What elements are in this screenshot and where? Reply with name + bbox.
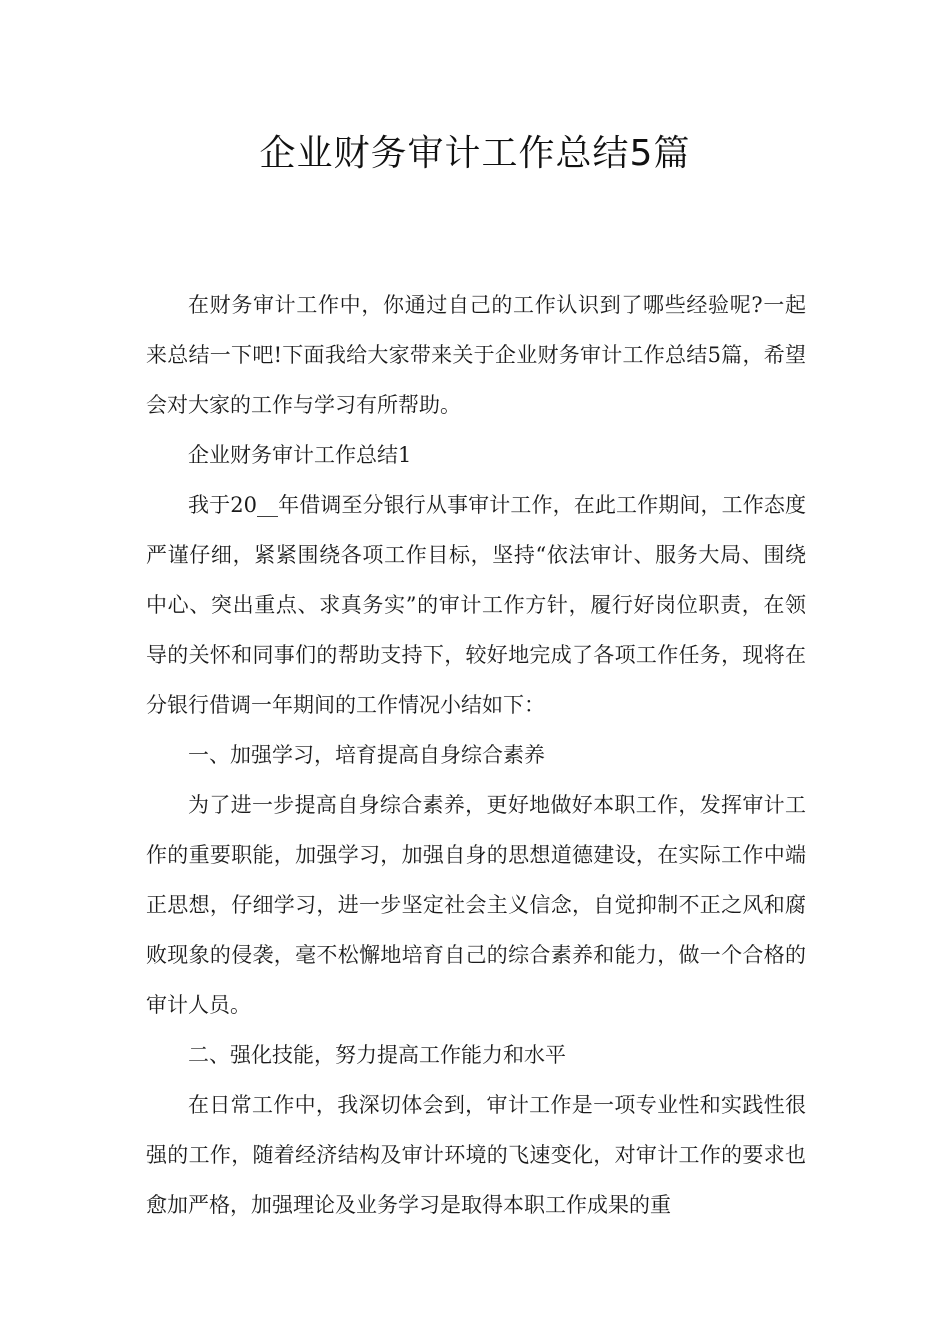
section-heading-summary-1: 企业财务审计工作总结1	[188, 443, 412, 467]
section-heading-learning: 一、加强学习，培育提高自身综合素养	[188, 743, 545, 767]
document-body	[146, 280, 806, 1230]
body-paragraph: 为了进一步提高自身综合素养，更好地做好本职工作，发挥审计工作的重要职能，加强学习，加强自身的思想道德建设，在实际工作中端正思想，仔细学习，进一步坚定社会主义信念，自觉抑制不正之风和腐败现象的侵袭，毫不松懈地培育自己的综合素养和能力，做一个合格的审计人员。	[146, 793, 806, 1017]
body-paragraph: 我于20__年借调至分银行从事审计工作，在此工作期间，工作态度严谨仔细，紧紧围绕各项工作目标，坚持“依法审计、服务大局、围绕中心、突出重点、求真务实”的审计工作方针，履行好岗位职责，在领导的关怀和同事们的帮助支持下，较好地完成了各项工作任务，现将在分银行借调一年期间的工作情况小结如下：	[146, 493, 806, 717]
document-title: 企业财务审计工作总结5篇	[259, 133, 691, 174]
intro-paragraph: 在财务审计工作中，你通过自己的工作认识到了哪些经验呢?一起来总结一下吧!下面我给大家带来关于企业财务审计工作总结5篇，希望会对大家的工作与学习有所帮助。	[146, 293, 806, 417]
body-paragraph: 在日常工作中，我深切体会到，审计工作是一项专业性和实践性很强的工作，随着经济结构及审计环境的飞速变化，对审计工作的要求也愈加严格，加强理论及业务学习是取得本职工作成果的重	[146, 1093, 806, 1217]
section-heading-skills: 二、强化技能，努力提高工作能力和水平	[188, 1043, 566, 1067]
